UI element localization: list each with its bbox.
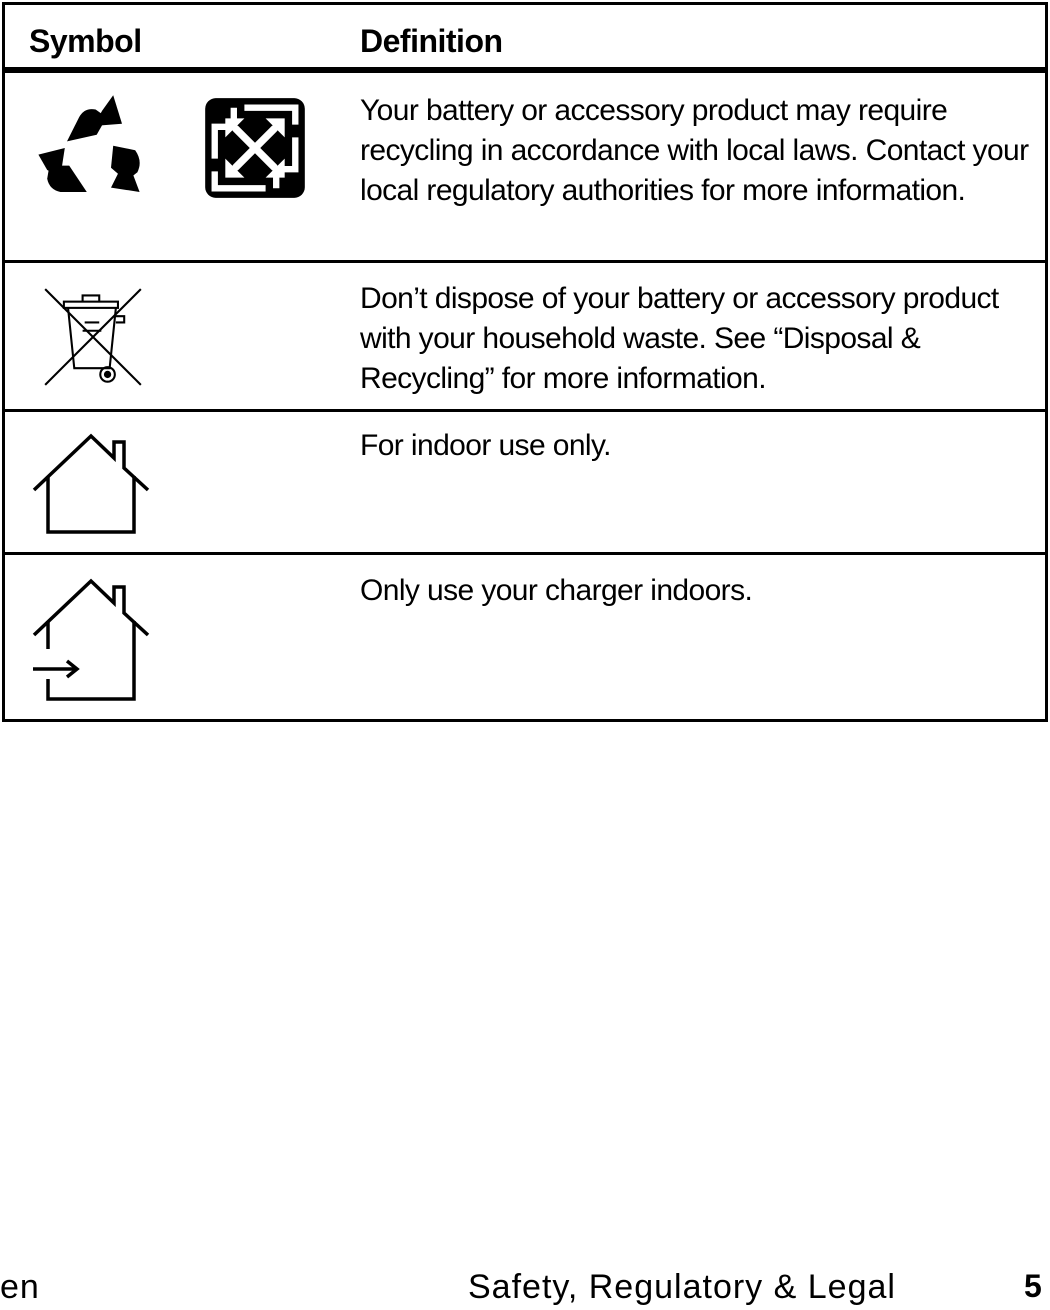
house-icon [29, 432, 153, 536]
crossed-out-bin-icon [41, 285, 145, 389]
row-definition: For indoor use only. [360, 429, 611, 462]
table-row [5, 555, 1045, 719]
house-plug-icon [29, 577, 153, 703]
table-row [5, 263, 1045, 412]
row-definition: Only use your charger indoors. [360, 574, 753, 607]
recycle-icon [33, 93, 145, 203]
row-definition: Your battery or accessory product may require recycling in accordance with local laws. Contact your local regulatory authorities for more information. [360, 94, 1029, 207]
symbol-column-header: Symbol [29, 23, 142, 59]
definition-column-header: Definition [360, 23, 503, 59]
page-number: 5 [1024, 1268, 1042, 1304]
symbol-table [2, 2, 1048, 722]
footer-section-title: Safety, Regulatory & Legal [468, 1268, 896, 1306]
battery-recycle-icon [202, 95, 308, 201]
row-definition: Don’t dispose of your battery or accessory product with your household waste. See “Disposal & Recycling” for more information. [360, 282, 999, 395]
table-row [5, 73, 1045, 263]
table-row [5, 412, 1045, 555]
table-header [5, 5, 1045, 73]
footer-language: en [0, 1268, 40, 1306]
